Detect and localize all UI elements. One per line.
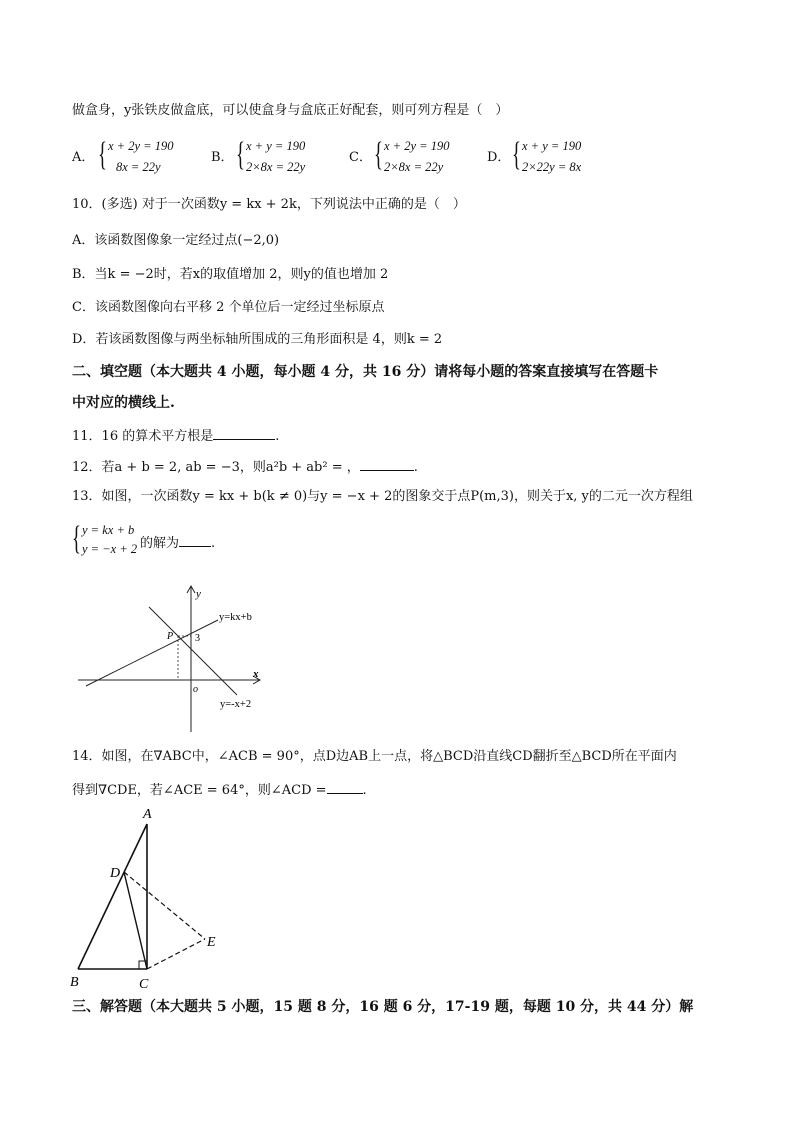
q10-option-c: C．该函数图像向右平移 2 个单位后一定经过坐标原点	[72, 300, 385, 315]
segment-ab	[78, 824, 147, 969]
point-p-label: P	[167, 631, 174, 642]
vertex-e-label: E	[207, 935, 216, 950]
option-label: A．	[72, 150, 95, 165]
q14-stem-cont	[72, 779, 367, 800]
equation-1: x + 2y = 190	[108, 139, 174, 153]
segment-ce-dashed	[147, 939, 205, 969]
line1-label: y=kx+b	[219, 612, 252, 623]
line2-label: y=-x+2	[220, 699, 252, 710]
equation-2: 2×22y = 8x	[522, 160, 582, 174]
q12	[72, 456, 418, 477]
punctuation: .	[211, 536, 216, 551]
vertex-b-label: B	[70, 975, 79, 990]
q11-text: 11．16 的算术平方根是	[72, 429, 214, 444]
tail-text: 的解为	[140, 536, 180, 551]
equation-1: x + y = 190	[246, 139, 306, 153]
answer-blank[interactable]	[213, 425, 275, 440]
x-axis-label: x	[253, 668, 259, 680]
q10-option-b: B．当k = −2时，若x的取值增加 2，则y的值也增加 2	[72, 267, 389, 282]
q13-stem: 13．如图，一次函数y = kx + b(k ≠ 0)与y = −x + 2的图象交于点P(m,3)，则关于x, y的二元一次方程组	[72, 489, 693, 504]
q10-option-a: A．该函数图像象一定经过点(−2,0)	[72, 233, 280, 248]
brace-icon: {	[512, 136, 521, 173]
line-kx-plus-b	[86, 620, 218, 686]
q9-stem-line: 做盒身，y张铁皮做盒底，可以使盒身与盒底正好配套，则可列方程是（ ）	[72, 103, 509, 118]
q13-system	[72, 522, 272, 562]
equation-2: 2×8x = 22y	[246, 160, 306, 174]
answer-blank[interactable]	[327, 779, 363, 794]
brace-icon: {	[236, 136, 245, 173]
y-axis-label: y	[196, 588, 201, 600]
equation-1: y = kx + b	[82, 523, 135, 537]
brace-icon: {	[374, 136, 383, 173]
equation-2: y = −x + 2	[82, 542, 138, 556]
answer-blank[interactable]	[360, 456, 414, 471]
section-2-heading-cont: 中对应的横线上.	[72, 395, 175, 411]
punctuation: .	[362, 783, 367, 798]
option-label: B．	[211, 150, 234, 165]
vertex-c-label: C	[139, 977, 149, 992]
answer-blank[interactable]	[179, 532, 211, 547]
segment-de-dashed	[124, 872, 205, 939]
q13-function-graph	[70, 582, 280, 736]
q11	[72, 425, 279, 446]
brace-icon: {	[72, 520, 81, 557]
q14-stem: 14．如图，在∇ABC中，∠ACB = 90°，点D边AB上一点，将△BCD沿直线CD翻折至△BCD所在平面内	[72, 749, 677, 764]
punctuation: .	[275, 429, 280, 444]
equation-2: 8x = 22y	[116, 160, 161, 174]
punctuation: .	[413, 460, 418, 475]
segment-cd	[124, 872, 147, 969]
section-2-heading: 二、填空题（本大题共 4 小题，每小题 4 分，共 16 分）请将每小题的答案直接填写在答题卡	[72, 364, 659, 380]
tick-3-label: 3	[195, 633, 200, 644]
q13-tail	[140, 532, 215, 553]
q12-text: 12．若a + b = 2, ab = −3，则a²b + ab² = ，	[72, 460, 360, 475]
equation-2: 2×8x = 22y	[384, 160, 444, 174]
q14-text: 得到∇CDE，若∠ACE = 64°，则∠ACD =	[72, 783, 327, 798]
q14-triangle-figure	[66, 802, 236, 994]
q10-stem: 10．(多选) 对于一次函数y = kx + 2k，下列说法中正确的是（ ）	[72, 197, 466, 212]
q10-option-d: D．若该函数图像与两坐标轴所围成的三角形面积是 4，则k = 2	[72, 332, 443, 347]
section-3-heading: 三、解答题（本大题共 5 小题，15 题 8 分，16 题 6 分，17-19 题，每题 10 分，共 44 分）解	[72, 999, 694, 1015]
option-label: C．	[349, 150, 372, 165]
origin-label: o	[193, 684, 198, 695]
vertex-d-label: D	[110, 866, 121, 881]
option-label: D．	[487, 150, 511, 165]
equation-1: x + y = 190	[522, 139, 582, 153]
equation-1: x + 2y = 190	[384, 139, 450, 153]
vertex-a-label: A	[143, 807, 152, 822]
brace-icon: {	[98, 136, 107, 173]
